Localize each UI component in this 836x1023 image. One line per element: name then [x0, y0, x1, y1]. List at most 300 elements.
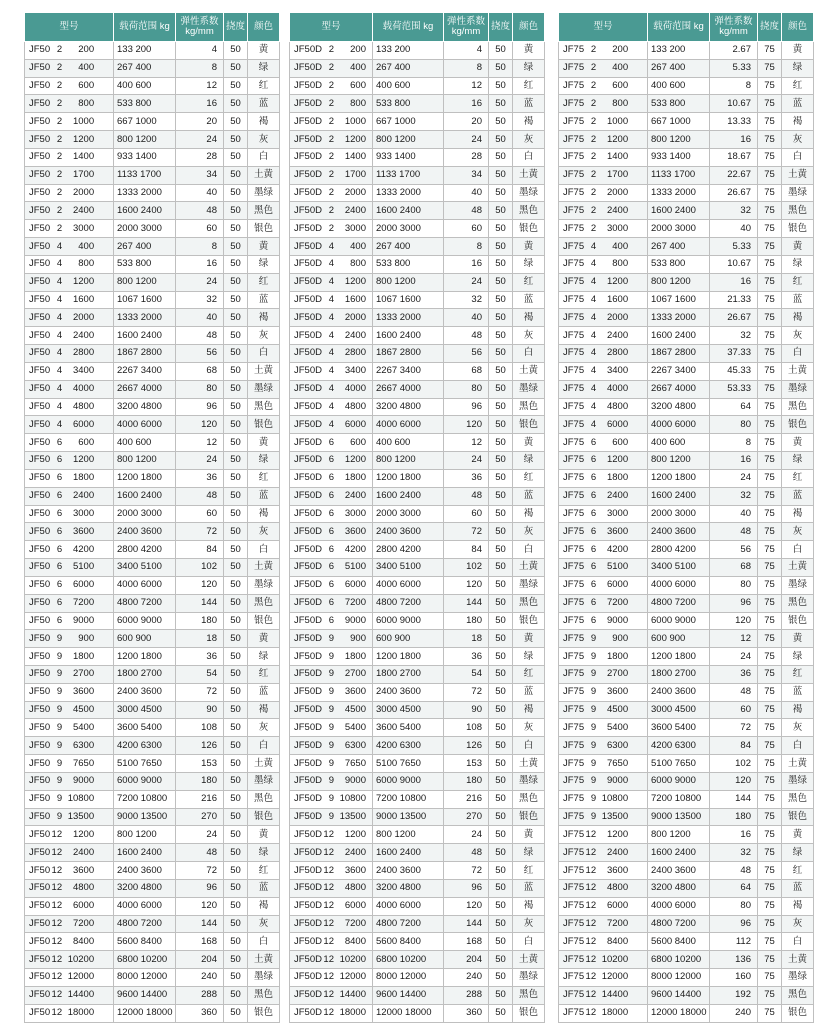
- model-prefix: JF75: [563, 704, 585, 716]
- table-row: [290, 327, 545, 345]
- header-spring-rate: 弹性系数 kg/mm: [710, 13, 758, 42]
- model-prefix: JF75: [563, 721, 585, 733]
- deflection-cell: 75: [758, 469, 782, 487]
- spring-rate-cell: 270: [444, 808, 489, 826]
- model-cell: [25, 683, 114, 701]
- model-series: 12: [51, 882, 63, 894]
- model-prefix: JF50D: [294, 632, 322, 644]
- model-cell: [25, 362, 114, 380]
- model-max-load: 1600: [606, 294, 629, 305]
- deflection-cell: 50: [224, 42, 248, 60]
- load-range-cell: 9000 13500: [373, 808, 444, 826]
- model-prefix: JF75: [563, 543, 585, 555]
- color-cell: 灰: [782, 719, 814, 737]
- model-cell: [290, 969, 373, 987]
- model-max-load: 4800: [72, 882, 95, 894]
- spring-rate-cell: 84: [710, 737, 758, 755]
- color-cell: 墨绿: [248, 969, 280, 987]
- color-cell: 银色: [248, 808, 280, 826]
- model-max-load: 800: [78, 258, 95, 270]
- color-cell: 土黄: [248, 362, 280, 380]
- table-row: [559, 826, 814, 844]
- table-row: [25, 648, 280, 666]
- model-series: 9: [328, 757, 334, 769]
- table-row: [25, 452, 280, 470]
- model-series: 2: [590, 80, 597, 92]
- table-row: [559, 648, 814, 666]
- spring-rate-cell: 60: [176, 505, 224, 523]
- deflection-cell: 50: [224, 380, 248, 398]
- model-max-load: 2400: [72, 204, 95, 216]
- deflection-cell: 50: [224, 630, 248, 648]
- table-row: [290, 648, 545, 666]
- model-cell: [290, 131, 373, 149]
- color-cell: 银色: [782, 808, 814, 826]
- color-cell: 红: [782, 77, 814, 95]
- table-row: [25, 737, 280, 755]
- color-cell: 褐: [248, 701, 280, 719]
- model-prefix: JF50D: [294, 204, 322, 216]
- model-max-load: 4500: [606, 704, 629, 716]
- model-cell: [25, 826, 114, 844]
- model-max-load: 9000: [344, 614, 366, 626]
- model-prefix: JF75: [563, 561, 585, 573]
- load-range-cell: 4000 6000: [114, 416, 176, 434]
- model-prefix: JF75: [563, 668, 585, 680]
- model-series: 6: [328, 525, 334, 537]
- model-prefix: JF50: [29, 258, 51, 270]
- spring-rate-cell: 32: [710, 487, 758, 505]
- load-range-cell: 5600 8400: [648, 933, 710, 951]
- model-series: 12: [585, 828, 597, 840]
- color-cell: 蓝: [248, 487, 280, 505]
- table-row: [290, 1004, 545, 1022]
- spring-rate-cell: 72: [710, 719, 758, 737]
- color-cell: 灰: [782, 131, 814, 149]
- deflection-cell: 50: [489, 113, 513, 131]
- model-series: 2: [328, 80, 334, 92]
- model-cell: [25, 166, 114, 184]
- model-max-load: 2700: [606, 668, 629, 680]
- deflection-cell: 50: [489, 915, 513, 933]
- deflection-cell: 50: [489, 469, 513, 487]
- deflection-cell: 50: [224, 808, 248, 826]
- color-cell: 褐: [513, 113, 545, 131]
- color-cell: 红: [248, 273, 280, 291]
- model-prefix: JF50D: [294, 900, 322, 912]
- table-row: [290, 862, 545, 880]
- model-prefix: JF75: [563, 507, 585, 519]
- table-row: [559, 541, 814, 559]
- load-range-cell: 4000 6000: [648, 576, 710, 594]
- deflection-cell: 50: [224, 345, 248, 363]
- model-prefix: JF75: [563, 62, 585, 74]
- load-range-cell: 1133 1700: [114, 166, 176, 184]
- model-max-load: 400: [612, 62, 629, 74]
- model-cell: [25, 238, 114, 256]
- model-prefix: JF50D: [294, 668, 322, 680]
- deflection-cell: 50: [224, 719, 248, 737]
- color-cell: 灰: [782, 915, 814, 933]
- color-cell: 绿: [513, 452, 545, 470]
- table-row: [290, 897, 545, 915]
- spring-rate-cell: 68: [444, 362, 489, 380]
- color-cell: 黑色: [248, 790, 280, 808]
- model-cell: [290, 541, 373, 559]
- deflection-cell: 50: [224, 665, 248, 683]
- color-cell: 土黄: [248, 951, 280, 969]
- model-cell: [290, 559, 373, 577]
- color-cell: 褐: [248, 309, 280, 327]
- spring-rate-cell: 120: [444, 897, 489, 915]
- spring-rate-cell: 153: [176, 755, 224, 773]
- color-cell: 黑色: [513, 398, 545, 416]
- spring-rate-cell: 12: [444, 434, 489, 452]
- spring-rate-cell: 26.67: [710, 184, 758, 202]
- color-cell: 土黄: [248, 559, 280, 577]
- deflection-cell: 75: [758, 719, 782, 737]
- table-row: [559, 416, 814, 434]
- deflection-cell: 50: [489, 148, 513, 166]
- load-range-cell: 1600 2400: [373, 202, 444, 220]
- color-cell: 黄: [248, 42, 280, 60]
- load-range-cell: 3000 4500: [114, 701, 176, 719]
- deflection-cell: 50: [489, 487, 513, 505]
- model-series: 12: [51, 989, 63, 1001]
- model-cell: [559, 59, 648, 77]
- load-range-cell: 2400 3600: [114, 862, 176, 880]
- color-cell: 黄: [513, 42, 545, 60]
- deflection-cell: 50: [224, 452, 248, 470]
- deflection-cell: 50: [224, 95, 248, 113]
- load-range-cell: 5100 7650: [648, 755, 710, 773]
- spring-rate-cell: 126: [444, 737, 489, 755]
- load-range-cell: 933 1400: [373, 148, 444, 166]
- deflection-cell: 50: [489, 380, 513, 398]
- load-range-cell: 7200 10800: [373, 790, 444, 808]
- header-row: [25, 13, 280, 42]
- color-cell: 银色: [513, 416, 545, 434]
- header-deflection: 挠度: [489, 13, 513, 42]
- model-max-load: 1200: [344, 133, 366, 145]
- load-range-cell: 2267 3400: [648, 362, 710, 380]
- table-row: [290, 166, 545, 184]
- color-cell: 墨绿: [248, 772, 280, 790]
- model-cell: [290, 416, 373, 434]
- model-max-load: 18000: [601, 1007, 629, 1019]
- load-range-cell: 2267 3400: [373, 362, 444, 380]
- color-cell: 银色: [513, 612, 545, 630]
- deflection-cell: 50: [489, 77, 513, 95]
- model-max-load: 7650: [72, 757, 95, 769]
- model-max-load: 1200: [606, 133, 629, 145]
- model-prefix: JF75: [563, 222, 585, 234]
- model-prefix: JF50: [29, 454, 51, 466]
- color-cell: 黑色: [248, 398, 280, 416]
- table-row: [559, 220, 814, 238]
- deflection-cell: 75: [758, 95, 782, 113]
- table-row: [25, 576, 280, 594]
- model-max-load: 6000: [344, 900, 366, 912]
- model-cell: [290, 719, 373, 737]
- spring-rate-cell: 102: [444, 559, 489, 577]
- model-prefix: JF75: [563, 436, 585, 448]
- model-max-load: 1000: [606, 115, 629, 127]
- deflection-cell: 75: [758, 452, 782, 470]
- load-range-cell: 1200 1800: [648, 648, 710, 666]
- color-cell: 绿: [782, 648, 814, 666]
- load-range-cell: 4000 6000: [373, 897, 444, 915]
- model-series: 4: [328, 400, 334, 412]
- table-row: [290, 933, 545, 951]
- model-series: 12: [585, 935, 597, 947]
- table-row: [25, 755, 280, 773]
- deflection-cell: 50: [224, 897, 248, 915]
- load-range-cell: 4800 7200: [114, 915, 176, 933]
- model-max-load: 12000: [601, 971, 629, 983]
- model-cell: [559, 879, 648, 897]
- model-cell: [290, 505, 373, 523]
- load-range-cell: 1200 1800: [648, 469, 710, 487]
- color-cell: 红: [248, 77, 280, 95]
- model-prefix: JF50: [29, 222, 51, 234]
- table-row: [290, 202, 545, 220]
- table-row: [559, 630, 814, 648]
- model-max-load: 2000: [344, 311, 366, 323]
- spring-rate-cell: 56: [176, 345, 224, 363]
- color-cell: 墨绿: [248, 380, 280, 398]
- model-cell: [25, 915, 114, 933]
- spring-rate-cell: 16: [710, 273, 758, 291]
- model-cell: [559, 612, 648, 630]
- table-row: [290, 808, 545, 826]
- spring-rate-cell: 40: [710, 505, 758, 523]
- color-cell: 白: [513, 737, 545, 755]
- model-max-load: 400: [78, 62, 95, 74]
- model-series: 2: [590, 97, 597, 109]
- color-cell: 绿: [782, 844, 814, 862]
- model-cell: [559, 986, 648, 1004]
- model-series: 12: [51, 828, 63, 840]
- model-prefix: JF50D: [294, 828, 322, 840]
- deflection-cell: 50: [224, 594, 248, 612]
- model-cell: [25, 255, 114, 273]
- color-cell: 黄: [513, 826, 545, 844]
- deflection-cell: 50: [224, 576, 248, 594]
- model-series: 2: [590, 151, 597, 163]
- load-range-cell: 1600 2400: [114, 327, 176, 345]
- model-max-load: 3400: [606, 365, 629, 377]
- table-row: [25, 986, 280, 1004]
- table-row: [290, 131, 545, 149]
- model-prefix: JF50: [29, 400, 51, 412]
- model-prefix: JF75: [563, 311, 585, 323]
- spring-rate-cell: 112: [710, 933, 758, 951]
- model-series: 4: [590, 347, 597, 359]
- table-row: [25, 541, 280, 559]
- model-prefix: JF75: [563, 828, 585, 840]
- model-prefix: JF50D: [294, 793, 322, 805]
- model-prefix: JF75: [563, 240, 585, 252]
- model-series: 6: [56, 454, 63, 466]
- spring-rate-cell: 13.33: [710, 113, 758, 131]
- model-series: 9: [590, 757, 597, 769]
- model-series: 6: [328, 507, 334, 519]
- model-max-load: 7200: [344, 597, 366, 609]
- spring-rate-cell: 240: [710, 1004, 758, 1022]
- model-prefix: JF50D: [294, 686, 322, 698]
- model-prefix: JF50D: [294, 80, 322, 92]
- deflection-cell: 50: [489, 523, 513, 541]
- spring-rate-cell: 136: [710, 951, 758, 969]
- table-row: [559, 897, 814, 915]
- model-cell: [290, 273, 373, 291]
- deflection-cell: 50: [224, 59, 248, 77]
- model-cell: [25, 309, 114, 327]
- model-prefix: JF75: [563, 151, 585, 163]
- color-cell: 褐: [513, 505, 545, 523]
- table-row: [559, 166, 814, 184]
- model-cell: [290, 220, 373, 238]
- spring-rate-cell: 120: [710, 612, 758, 630]
- model-max-load: 600: [350, 436, 366, 448]
- model-cell: [559, 683, 648, 701]
- color-cell: 红: [782, 862, 814, 880]
- model-series: 9: [328, 650, 334, 662]
- spring-rate-cell: 240: [176, 969, 224, 987]
- load-range-cell: 7200 10800: [114, 790, 176, 808]
- model-max-load: 1700: [606, 169, 629, 181]
- spring-rate-cell: 28: [444, 148, 489, 166]
- spring-rate-cell: 216: [444, 790, 489, 808]
- deflection-cell: 50: [224, 327, 248, 345]
- model-max-load: 1200: [606, 276, 629, 288]
- load-range-cell: 8000 12000: [648, 969, 710, 987]
- model-prefix: JF50D: [294, 115, 322, 127]
- color-cell: 灰: [782, 327, 814, 345]
- model-max-load: 6000: [606, 579, 629, 591]
- model-prefix: JF75: [563, 365, 585, 377]
- spring-rate-cell: 16: [444, 255, 489, 273]
- spring-rate-cell: 60: [710, 701, 758, 719]
- model-prefix: JF50: [29, 704, 51, 716]
- spring-rate-cell: 80: [710, 576, 758, 594]
- deflection-cell: 75: [758, 665, 782, 683]
- model-series: 6: [328, 454, 334, 466]
- load-range-cell: 800 1200: [114, 452, 176, 470]
- deflection-cell: 50: [224, 469, 248, 487]
- model-prefix: JF75: [563, 347, 585, 359]
- model-series: 4: [328, 276, 334, 288]
- model-prefix: JF50: [29, 240, 51, 252]
- deflection-cell: 50: [489, 844, 513, 862]
- table-row: [25, 327, 280, 345]
- deflection-cell: 50: [224, 131, 248, 149]
- model-series: 6: [56, 472, 63, 484]
- model-cell: [559, 559, 648, 577]
- model-max-load: 4800: [344, 882, 366, 894]
- spring-rate-cell: 34: [444, 166, 489, 184]
- model-series: 12: [585, 900, 597, 912]
- model-max-load: 10200: [67, 953, 95, 965]
- spring-rate-cell: 120: [176, 576, 224, 594]
- color-cell: 蓝: [248, 291, 280, 309]
- model-series: 12: [323, 1007, 334, 1019]
- load-range-cell: 400 600: [114, 434, 176, 452]
- deflection-cell: 50: [489, 665, 513, 683]
- load-range-cell: 3400 5100: [114, 559, 176, 577]
- model-max-load: 3000: [72, 507, 95, 519]
- table-row: [290, 291, 545, 309]
- model-series: 2: [56, 80, 63, 92]
- spring-rate-cell: 16: [176, 255, 224, 273]
- model-max-load: 3000: [72, 222, 95, 234]
- model-cell: [559, 345, 648, 363]
- model-cell: [25, 77, 114, 95]
- table-row: [559, 452, 814, 470]
- spring-rate-cell: 24: [176, 826, 224, 844]
- model-cell: [290, 1004, 373, 1022]
- deflection-cell: 50: [489, 683, 513, 701]
- model-series: 9: [328, 739, 334, 751]
- table-row: [290, 487, 545, 505]
- model-max-load: 6300: [72, 739, 95, 751]
- deflection-cell: 50: [489, 594, 513, 612]
- model-series: 6: [328, 579, 334, 591]
- model-cell: [25, 862, 114, 880]
- load-range-cell: 6800 10200: [114, 951, 176, 969]
- model-cell: [290, 772, 373, 790]
- deflection-cell: 75: [758, 309, 782, 327]
- model-max-load: 6000: [606, 418, 629, 430]
- model-prefix: JF75: [563, 739, 585, 751]
- model-cell: [25, 701, 114, 719]
- color-cell: 绿: [248, 59, 280, 77]
- table-row: [25, 772, 280, 790]
- model-series: 2: [56, 62, 63, 74]
- model-cell: [25, 131, 114, 149]
- model-series: 2: [590, 115, 597, 127]
- color-cell: 土黄: [513, 951, 545, 969]
- deflection-cell: 75: [758, 612, 782, 630]
- header-load-range: 载荷范围 kg: [648, 13, 710, 42]
- model-series: 12: [323, 989, 334, 1001]
- model-series: 12: [323, 882, 334, 894]
- model-prefix: JF75: [563, 882, 585, 894]
- spec-table-jf75: [558, 12, 814, 1023]
- table-body: [559, 42, 814, 1023]
- header-model: 型号: [559, 13, 648, 42]
- model-series: 2: [56, 97, 63, 109]
- deflection-cell: 50: [489, 612, 513, 630]
- load-range-cell: 4800 7200: [648, 594, 710, 612]
- spring-rate-cell: 102: [710, 755, 758, 773]
- model-cell: [25, 523, 114, 541]
- table-row: [290, 416, 545, 434]
- header-deflection: 挠度: [224, 13, 248, 42]
- deflection-cell: 75: [758, 77, 782, 95]
- header-color: 颜色: [782, 13, 814, 42]
- deflection-cell: 50: [224, 790, 248, 808]
- deflection-cell: 50: [489, 131, 513, 149]
- table-row: [25, 362, 280, 380]
- model-cell: [559, 202, 648, 220]
- model-cell: [25, 648, 114, 666]
- load-range-cell: 533 800: [114, 95, 176, 113]
- spring-rate-cell: 270: [176, 808, 224, 826]
- model-max-load: 6000: [344, 418, 366, 430]
- load-range-cell: 267 400: [373, 59, 444, 77]
